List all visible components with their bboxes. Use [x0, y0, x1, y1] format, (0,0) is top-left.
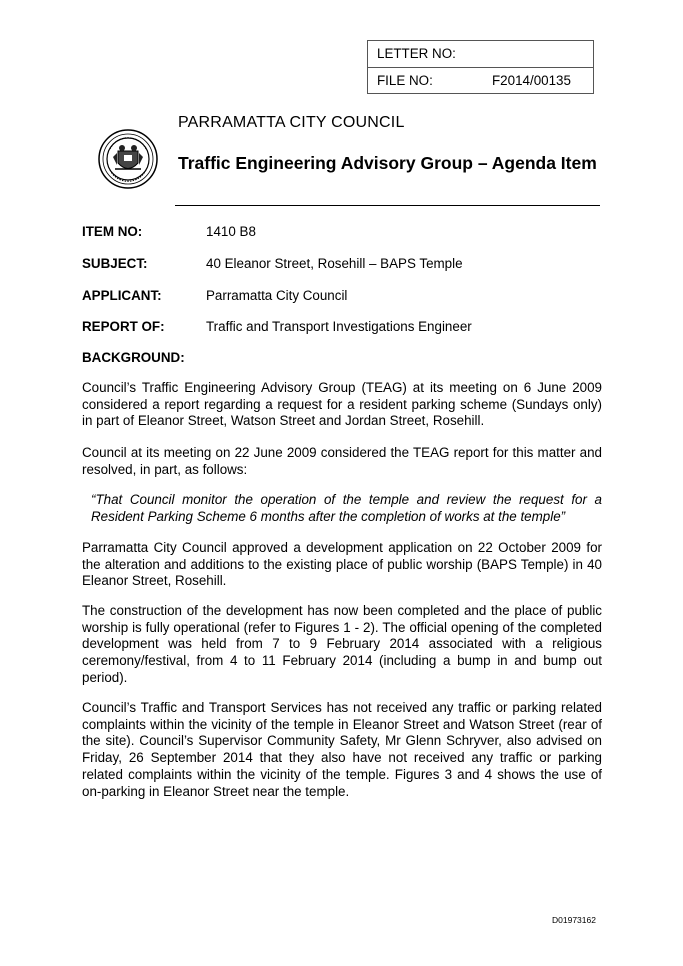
council-seal-icon — [98, 129, 158, 189]
file-no-row — [368, 68, 593, 94]
resolution-quote: “That Council monitor the operation of the temple and review the request for a Resident Parking Scheme 6 months after the completion of works at the temple” — [91, 492, 602, 524]
background-heading: BACKGROUND: — [82, 350, 185, 365]
item-no-value: 1410 B8 — [206, 224, 256, 239]
letter-no-row — [368, 41, 593, 68]
subject-label: SUBJECT: — [82, 256, 148, 271]
reference-box — [367, 40, 594, 94]
report-of-label: REPORT OF: — [82, 319, 165, 334]
document-id: D01973162 — [552, 915, 596, 925]
file-no-value: F2014/00135 — [492, 73, 571, 88]
applicant-value: Parramatta City Council — [206, 288, 348, 303]
background-paragraph-1: Council’s Traffic Engineering Advisory Group (TEAG) at its meeting on 6 June 2009 considered a report regarding a request for a resident parking scheme (Sundays only) in part of Eleanor Street, Watson Street and Jordan Street, Rosehill. — [82, 380, 602, 429]
title-divider — [175, 205, 600, 206]
report-of-value: Traffic and Transport Investigations Engineer — [206, 319, 472, 334]
applicant-label: APPLICANT: — [82, 288, 162, 303]
subject-value: 40 Eleanor Street, Rosehill – BAPS Temple — [206, 256, 463, 271]
background-paragraph-5: Council’s Traffic and Transport Services has not received any traffic or parking related complaints within the vicinity of the temple in Eleanor Street and Watson Street (rear of the site). Council’s Supervisor Community Safety, Mr Glenn Schryver, also advised on Friday, 26 September 2014 that they also have not received any traffic or parking related complaints within the vicinity of the temple. Figures 3 and 4 shows the use of on-parking in Eleanor Street near the temple. — [82, 700, 602, 799]
file-no-label: FILE NO: — [377, 73, 433, 88]
background-paragraph-4: The construction of the development has now been completed and the place of public worship is fully operational (refer to Figures 1 - 2). The official opening of the completed development was held from 7 to 9 February 2014 associated with a religious ceremony/festival, from 4 to 11 February 2014 (including a bump in and bump out period). — [82, 603, 602, 685]
letter-no-label: LETTER NO: — [377, 46, 456, 61]
background-paragraph-3: Parramatta City Council approved a development application on 22 October 2009 for the alteration and additions to the existing place of public worship (BAPS Temple) in 40 Eleanor Street, Rosehill. — [82, 540, 602, 589]
document-title: Traffic Engineering Advisory Group – Agenda Item — [178, 153, 597, 173]
background-paragraph-2: Council at its meeting on 22 June 2009 considered the TEAG report for this matter and resolved, in part, as follows: — [82, 445, 602, 477]
item-no-label: ITEM NO: — [82, 224, 143, 239]
council-name: PARRAMATTA CITY COUNCIL — [178, 114, 405, 131]
